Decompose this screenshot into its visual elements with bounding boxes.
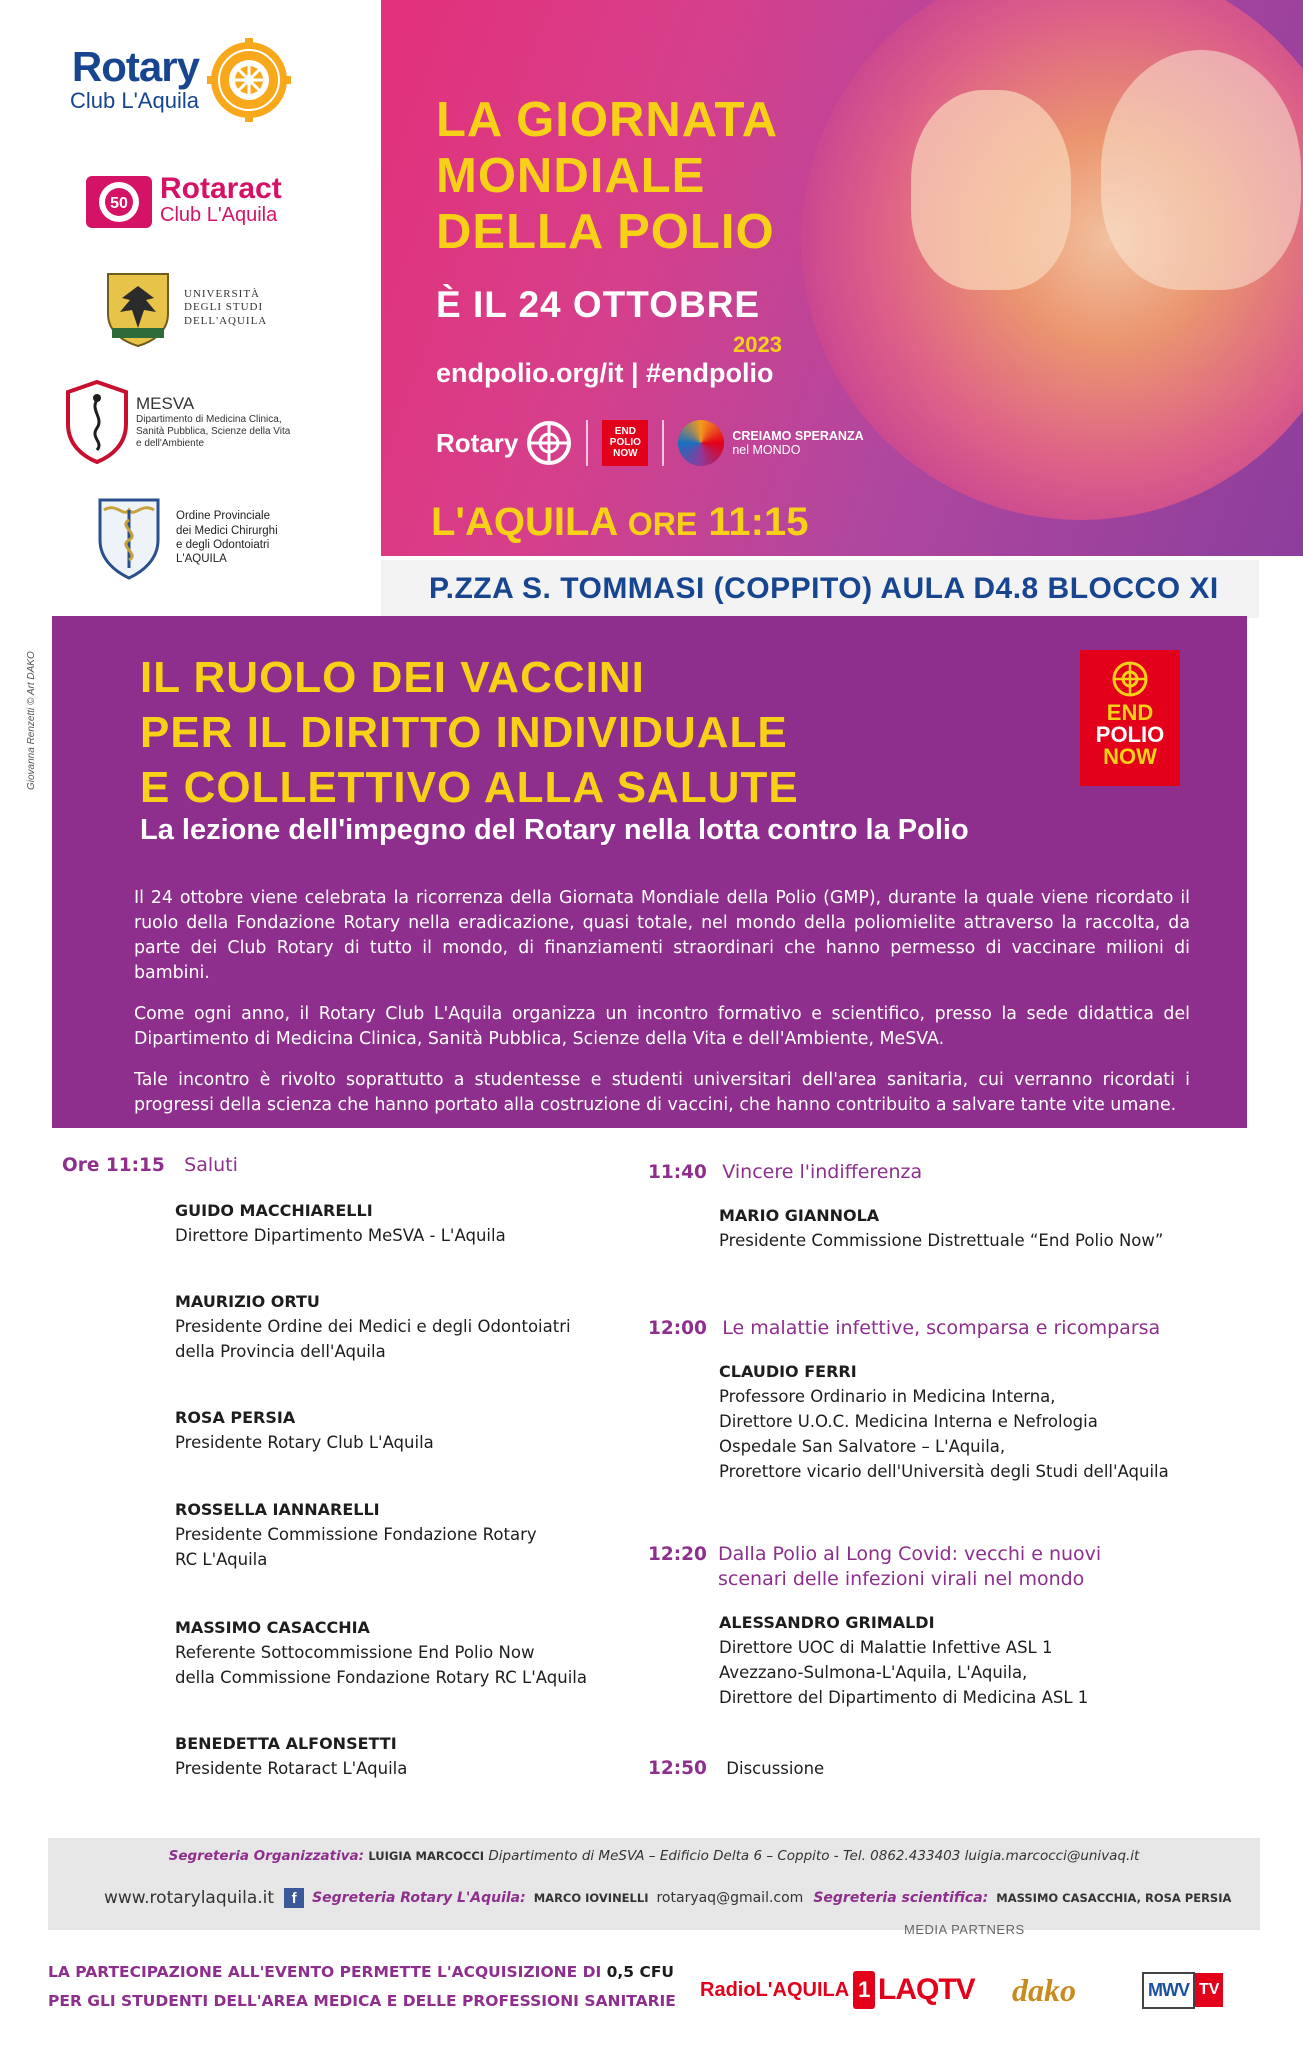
dako-logo xyxy=(1012,1966,1076,2014)
program-title: Saluti xyxy=(184,1154,238,1176)
footer-contacts xyxy=(48,1838,1260,1930)
venue-address: P.ZZA S. TOMMASI (COPPITO) AULA D4.8 BLOCCO XI xyxy=(381,556,1259,618)
epn-big-line-2: POLIO xyxy=(1095,722,1165,747)
brand-divider xyxy=(586,420,588,466)
description-paragraph-2: Come ogni anno, il Rotary Club L'Aquila organizza un incontro formativo e scientifico, presso la sede didattica del Dipartimento di Medicina Clinica, Sanità Pubblica, Scienze della Vita e dell'Ambiente, MeSVA. xyxy=(134,1004,1190,1049)
radio-laquila-logo xyxy=(700,1966,875,2014)
main-subtitle: La lezione dell'impegno del Rotary nella lotta contro la Polio xyxy=(140,814,969,846)
cfu-notice xyxy=(48,1958,676,2016)
speaker-name: MAURIZIO ORTU xyxy=(175,1292,320,1311)
segreteria-organizzativa xyxy=(48,1848,1260,1864)
cfu-line-2: PER GLI STUDENTI DELL'AREA MEDICA E DELLE PROFESSIONI SANITARIE xyxy=(48,1992,676,2010)
speaker-block xyxy=(175,1198,506,1248)
seg-org-label: Segreteria Organizzativa: xyxy=(168,1848,365,1864)
university-line-2: DEGLI STUDI xyxy=(184,301,264,314)
main-title-line-2: PER IL DIRITTO INDIVIDUALE xyxy=(140,708,788,757)
speaker-block xyxy=(719,1359,1169,1484)
hero-title xyxy=(436,92,778,260)
eagle-crest-icon xyxy=(102,268,174,348)
rotary-wheel-icon xyxy=(207,38,291,122)
brand-divider xyxy=(662,420,664,466)
hero-title-line-3: DELLA POLIO xyxy=(436,205,775,259)
main-title-line-1: IL RUOLO DEI VACCINI xyxy=(140,653,645,702)
university-line-3: DELL'AQUILA xyxy=(184,314,268,327)
sponsor-logo-column xyxy=(0,0,362,616)
speaker-name: MARIO GIANNOLA xyxy=(719,1206,880,1225)
mesva-name: MESVA xyxy=(136,394,195,413)
epn-small-line-2: POLIO xyxy=(609,437,641,448)
speaker-block xyxy=(175,1405,434,1455)
speaker-name: GUIDO MACCHIARELLI xyxy=(175,1201,373,1220)
speaker-role: RC L'Aquila xyxy=(175,1550,268,1569)
epn-small-line-3: NOW xyxy=(613,448,638,459)
speaker-role: Referente Sottocommissione End Polio Now xyxy=(175,1643,535,1662)
seg-org-info: Dipartimento di MeSVA – Edificio Delta 6 – Coppito - Tel. 0862.433403 luigia.marcocci@univaq.it xyxy=(488,1848,1140,1864)
program-time: 12:00 xyxy=(648,1318,707,1339)
speaker-role: Direttore U.O.C. Medicina Interna e Nefrologia xyxy=(719,1412,1098,1431)
media-partners-label: MEDIA PARTNERS xyxy=(904,1922,1025,1937)
rotaract-logo-club: Club L'Aquila xyxy=(160,203,278,226)
seg-org-name: LUIGIA MARCOCCI xyxy=(368,1849,485,1863)
rotary-club-logo xyxy=(70,38,291,122)
end-polio-now-small-logo xyxy=(602,420,648,466)
website-link[interactable]: www.rotarylaquila.it xyxy=(104,1888,275,1908)
mwv-tv-logo xyxy=(1142,1966,1223,2014)
svg-text:50: 50 xyxy=(110,195,128,212)
hero-ore: ORE xyxy=(627,506,698,542)
hero-rotary-word: Rotary xyxy=(436,427,519,458)
speaker-role: Presidente Ordine dei Medici e degli Odontoiatri xyxy=(175,1317,571,1336)
speaker-block xyxy=(175,1497,537,1572)
speaker-role: Direttore Dipartimento MeSVA - L'Aquila xyxy=(175,1226,506,1245)
creiamo-speranza-text xyxy=(732,429,863,458)
speaker-name: CLAUDIO FERRI xyxy=(719,1362,857,1381)
description-paragraph-1: Il 24 ottobre viene celebrata la ricorrenza della Giornata Mondiale della Polio (GMP), durante la quale viene ricordato il ruolo della Fondazione Rotary nella eradicazione, quasi totale, nel mondo della poliomielite attraverso la raccolta, da parte dei Club Rotary di tutto il mondo, di finanziamenti straordinari che hanno permesso di vaccinare milioni di bambini. xyxy=(134,888,1190,983)
artist-credit: Giovanna Renzetti © Art DAKO xyxy=(26,651,37,790)
speaker-block xyxy=(719,1610,1088,1710)
seg-rotary-name: MARCO IOVINELLI xyxy=(533,1891,649,1905)
speaker-role: Prorettore vicario dell'Università degli Studi dell'Aquila xyxy=(719,1462,1169,1481)
hope-line-1: CREIAMO SPERANZA xyxy=(732,428,864,443)
ordine-medici-logo xyxy=(96,496,278,580)
speaker-role: della Provincia dell'Aquila xyxy=(175,1342,386,1361)
speaker-name: MASSIMO CASACCHIA xyxy=(175,1618,370,1637)
speaker-role: Ospedale San Salvatore – L'Aquila, xyxy=(719,1437,1006,1456)
rotary-logo-name: Rotary xyxy=(71,43,199,91)
program-item xyxy=(648,1316,1160,1342)
university-logo xyxy=(102,268,267,348)
speaker-role: Professore Ordinario in Medicina Interna, xyxy=(719,1387,1056,1406)
rotary-wheel-icon xyxy=(1111,660,1149,698)
facebook-icon[interactable]: f xyxy=(284,1888,304,1908)
hero-city: L'AQUILA xyxy=(431,500,617,544)
speaker-role: Presidente Commissione Fondazione Rotary xyxy=(175,1525,537,1544)
program-title: Dalla Polio al Long Covid: vecchi e nuovi xyxy=(718,1543,1102,1565)
program-title: scenari delle infezioni virali nel mondo xyxy=(718,1568,1085,1590)
caduceus-crest-icon xyxy=(96,496,162,580)
dako-name: dako xyxy=(1012,1971,1076,2008)
hero-banner xyxy=(381,0,1303,556)
mwv-tv: TV xyxy=(1195,1973,1223,2007)
seg-sci-label: Segreteria scientifica: xyxy=(813,1890,989,1906)
hero-title-line-1: LA GIORNATA xyxy=(436,93,779,147)
program-title: Le malattie infettive, scomparsa e ricomparsa xyxy=(722,1317,1161,1339)
mesva-line-1: Dipartimento di Medicina Clinica, xyxy=(136,414,282,425)
speaker-block xyxy=(175,1615,587,1690)
program-item xyxy=(648,1160,922,1186)
speaker-name: ROSSELLA IANNARELLI xyxy=(175,1500,380,1519)
speaker-role: Presidente Rotaract L'Aquila xyxy=(175,1759,408,1778)
seg-rotary-label: Segreteria Rotary L'Aquila: xyxy=(312,1890,526,1906)
program-item xyxy=(648,1542,1101,1592)
mesva-logo xyxy=(66,380,290,464)
footer-contacts-line xyxy=(104,1888,1239,1908)
speaker-block xyxy=(719,1203,1163,1253)
hope-line-2: nel MONDO xyxy=(732,443,801,457)
program-time: Ore 11:15 xyxy=(62,1155,165,1176)
radio-name: RadioL'AQUILA xyxy=(700,1978,850,2001)
hero-photo-vaccination xyxy=(801,0,1303,520)
program-title: Discussione xyxy=(726,1759,825,1778)
main-description xyxy=(134,886,1190,1134)
hero-city-time xyxy=(431,500,808,545)
speaker-role: della Commissione Fondazione Rotary RC L'Aquila xyxy=(175,1668,587,1687)
program-item xyxy=(648,1756,824,1782)
epn-big-line-1: END xyxy=(1106,700,1154,725)
laqtv-logo xyxy=(878,1966,975,2014)
ordine-line-4: L'AQUILA xyxy=(176,553,227,566)
main-title xyxy=(140,650,799,815)
creiamo-speranza-icon xyxy=(678,420,724,466)
epn-small-line-1: END xyxy=(614,426,636,437)
speaker-role: Presidente Rotary Club L'Aquila xyxy=(175,1433,434,1452)
speaker-name: BENEDETTA ALFONSETTI xyxy=(175,1734,397,1753)
rotary-logo-club: Club L'Aquila xyxy=(70,88,199,114)
rotaract-club-logo xyxy=(84,168,282,232)
mesva-line-2: Sanità Pubblica, Scienze della Vita xyxy=(136,426,291,437)
seg-sci-name: MASSIMO CASACCHIA, ROSA PERSIA xyxy=(996,1891,1232,1905)
rotaract-logo-name: Rotaract xyxy=(160,171,282,205)
mwv-name: MWV xyxy=(1142,1972,1195,2009)
end-polio-now-logo xyxy=(1080,650,1180,786)
rotaract-badge-icon xyxy=(84,168,154,232)
ordine-line-3: e degli Odontoiatri xyxy=(176,539,270,551)
speaker-name: ALESSANDRO GRIMALDI xyxy=(719,1613,935,1632)
program-time: 12:50 xyxy=(648,1758,707,1779)
hero-date: È IL 24 OTTOBRE xyxy=(436,284,761,325)
university-line-1: UNIVERSITÀ xyxy=(184,288,260,301)
hero-url: endpolio.org/it | #endpolio xyxy=(436,358,774,388)
ordine-line-2: dei Medici Chirurghi xyxy=(176,524,278,537)
hero-brand-row xyxy=(436,420,864,466)
mesva-shield-icon xyxy=(66,380,128,464)
hero-title-line-2: MONDIALE xyxy=(436,149,706,203)
laqtv-name: LAQTV xyxy=(878,1973,975,2006)
seg-rotary-email[interactable]: rotaryaq@gmail.com xyxy=(656,1890,804,1906)
hero-time: 11:15 xyxy=(708,500,809,544)
ordine-line-1: Ordine Provinciale xyxy=(176,510,270,523)
program-title: Vincere l'indifferenza xyxy=(722,1161,923,1183)
main-topic-section xyxy=(52,616,1247,1128)
cfu-value: 0,5 CFU xyxy=(606,1963,675,1981)
mesva-line-3: e dell'Ambiente xyxy=(136,438,205,449)
program-left-header xyxy=(62,1153,238,1179)
program-time: 11:40 xyxy=(648,1162,707,1183)
description-paragraph-3: Tale incontro è rivolto soprattutto a studentesse e studenti universitari dell'area sanitaria, cui verranno ricordati i progressi della scienza che hanno portato alla costruzione di vaccini, che hanno contribuito a salvare tante vite umane. xyxy=(134,1070,1190,1115)
speaker-block xyxy=(175,1289,571,1364)
epn-big-line-3: NOW xyxy=(1103,744,1157,769)
radio-number: 1 xyxy=(853,1971,875,2009)
main-title-line-3: E COLLETTIVO ALLA SALUTE xyxy=(140,763,799,812)
rotary-wheel-icon xyxy=(526,420,572,466)
speaker-block xyxy=(175,1731,407,1781)
program-time: 12:20 xyxy=(648,1544,707,1565)
speaker-name: ROSA PERSIA xyxy=(175,1408,296,1427)
speaker-role: Presidente Commissione Distrettuale “End Polio Now” xyxy=(719,1231,1164,1250)
cfu-line-1: LA PARTECIPAZIONE ALL'EVENTO PERMETTE L'ACQUISIZIONE DI xyxy=(48,1963,607,1981)
speaker-role: Avezzano-Sulmona-L'Aquila, L'Aquila, xyxy=(719,1663,1028,1682)
speaker-role: Direttore UOC di Malattie Infettive ASL 1 xyxy=(719,1638,1053,1657)
hero-year: 2023 xyxy=(733,332,782,357)
speaker-role: Direttore del Dipartimento di Medicina ASL 1 xyxy=(719,1688,1089,1707)
